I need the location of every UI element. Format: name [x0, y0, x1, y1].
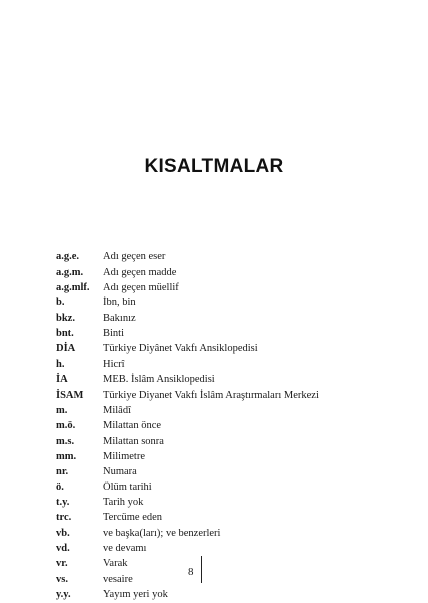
abbreviation-meaning: ve devamı: [103, 542, 147, 554]
abbreviation-meaning: Tercüme eden: [103, 512, 163, 524]
abbreviation: vd.: [56, 542, 70, 554]
abbreviation: ö.: [56, 481, 64, 493]
abbreviation-meaning: vesaire: [103, 573, 133, 585]
list-item: [56, 403, 396, 418]
abbreviation: vs.: [56, 573, 68, 585]
abbreviation: mm.: [56, 450, 77, 462]
list-item: [56, 526, 396, 541]
list-item: [56, 250, 396, 265]
abbreviation-meaning: Hicrî: [103, 358, 125, 370]
list-item: [56, 388, 396, 403]
abbreviation: nr.: [56, 466, 69, 478]
abbreviation: İA: [56, 374, 68, 386]
abbreviation: vr.: [56, 558, 68, 570]
abbreviation-meaning: ve başka(ları); ve benzerleri: [103, 527, 221, 539]
page-number-divider: [201, 556, 202, 583]
abbreviation: a.g.e.: [56, 251, 80, 263]
list-item: [56, 419, 396, 434]
page-number: 8: [188, 566, 194, 578]
abbreviation: bnt.: [56, 328, 74, 340]
abbreviation: DİA: [56, 343, 76, 355]
list-item: [56, 496, 396, 511]
abbreviation: a.g.m.: [56, 266, 84, 278]
abbreviation-meaning: Binti: [103, 328, 125, 340]
list-item: [56, 311, 396, 326]
list-item: [56, 265, 396, 280]
abbreviation-meaning: Milâdî: [103, 404, 131, 416]
abbreviation: y.y.: [56, 588, 71, 600]
abbreviation-meaning: Milimetre: [103, 450, 145, 462]
abbreviation: trc.: [56, 512, 72, 524]
abbreviation: m.ö.: [56, 420, 76, 432]
abbreviation: bkz.: [56, 312, 75, 324]
list-item: [56, 296, 396, 311]
abbreviation: h.: [56, 358, 65, 370]
list-item: [56, 357, 396, 372]
list-item: [56, 434, 396, 449]
abbreviation-meaning: Milattan sonra: [103, 435, 164, 447]
abbreviation-meaning: Ölüm tarihi: [103, 481, 152, 493]
abbreviation: b.: [56, 297, 65, 309]
abbreviation-meaning: MEB. İslâm Ansiklopedisi: [103, 374, 215, 386]
list-item: [56, 281, 396, 296]
abbreviation: t.y.: [56, 496, 70, 508]
abbreviation-list: [56, 250, 396, 603]
list-item: [56, 342, 396, 357]
list-item: [56, 327, 396, 342]
list-item: [56, 542, 396, 557]
abbreviation-meaning: Bakınız: [103, 312, 136, 324]
abbreviation-meaning: Yayım yeri yok: [103, 588, 168, 600]
abbreviation: a.g.mlf.: [56, 282, 90, 294]
abbreviation-meaning: Numara: [103, 466, 137, 478]
list-item: [56, 557, 396, 572]
list-item: [56, 511, 396, 526]
abbreviation-meaning: Adı geçen madde: [103, 266, 177, 278]
page-title: KISALTMALAR: [144, 156, 284, 177]
list-item: [56, 588, 396, 603]
abbreviation: vb.: [56, 527, 70, 539]
abbreviation: m.s.: [56, 435, 75, 447]
abbreviation-meaning: İbn, bin: [103, 297, 136, 309]
abbreviation-meaning: Adı geçen eser: [103, 251, 166, 263]
list-item: [56, 449, 396, 464]
list-item: [56, 373, 396, 388]
abbreviation-meaning: Türkiye Diyânet Vakfı Ansiklopedisi: [103, 343, 258, 355]
list-item: [56, 480, 396, 495]
abbreviation-meaning: Adı geçen müellif: [103, 282, 179, 294]
abbreviation: m.: [56, 404, 68, 416]
abbreviation-meaning: Milattan önce: [103, 420, 162, 432]
abbreviation-meaning: Tarih yok: [103, 496, 144, 508]
list-item: [56, 572, 396, 587]
abbreviation-meaning: Türkiye Diyanet Vakfı İslâm Araştırmaları Merkezi: [103, 389, 319, 401]
abbreviation: İSAM: [56, 389, 84, 401]
abbreviation-meaning: Varak: [103, 558, 128, 570]
list-item: [56, 465, 396, 480]
